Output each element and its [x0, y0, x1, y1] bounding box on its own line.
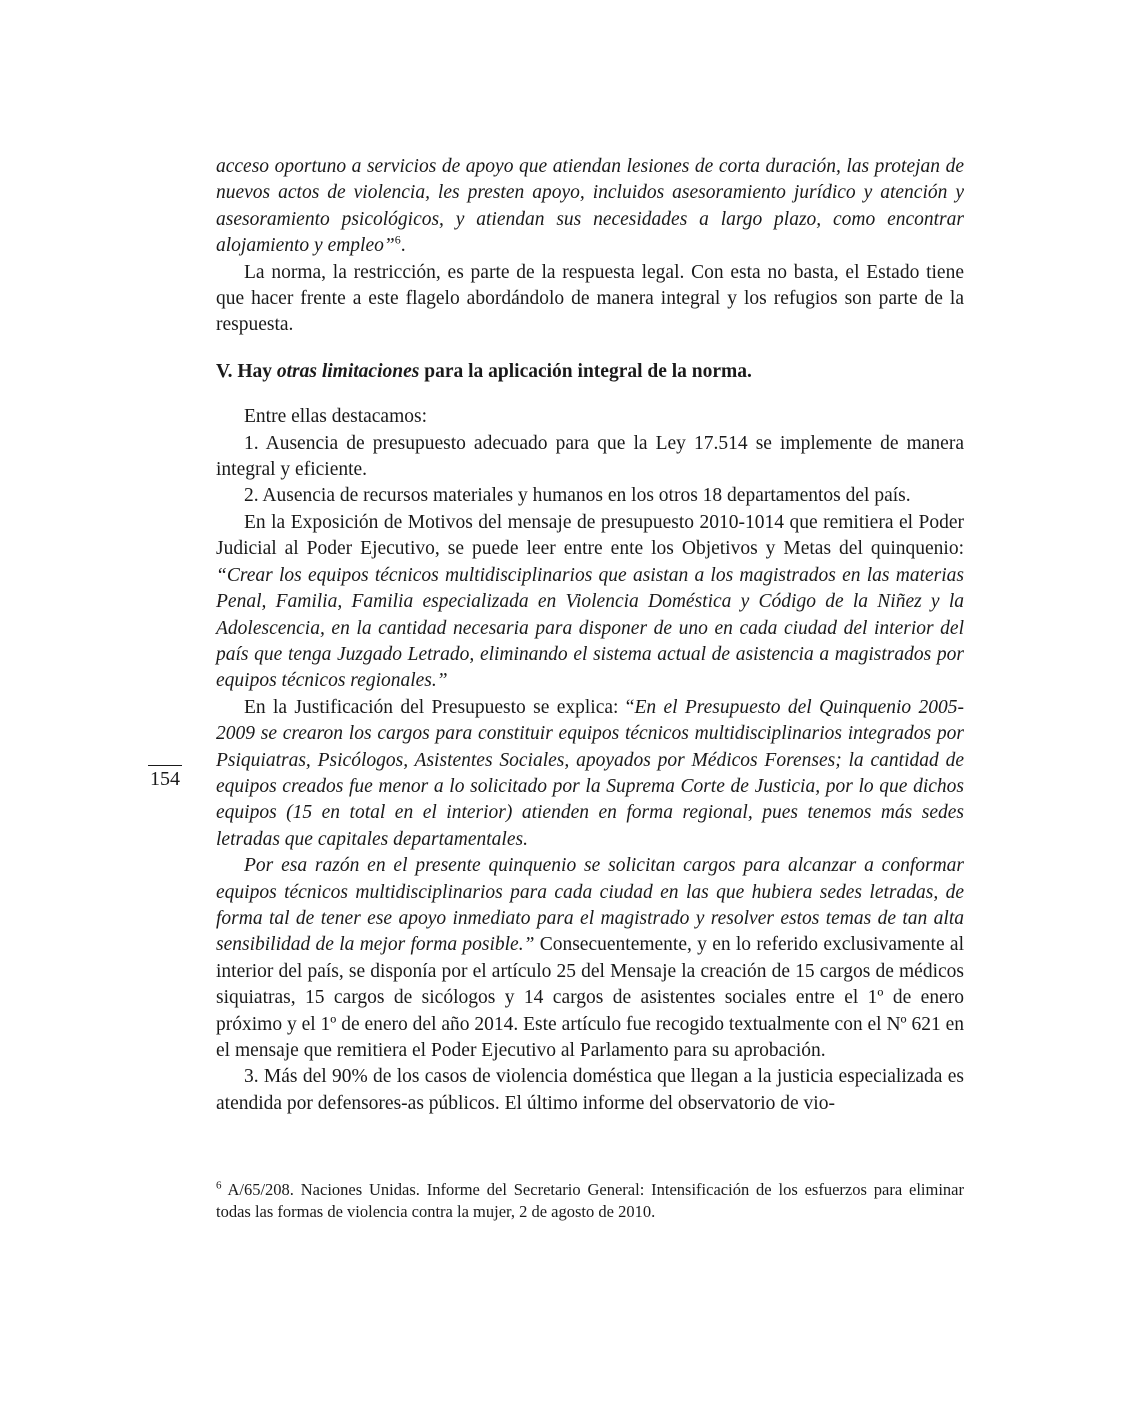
italic-quote: acceso oportuno a servicios de apoyo que atiendan lesiones de corta duración, las protejan de nuevos actos de violencia, les presten apoyo, incluidos asesoramiento jurídico y atención y asesoramiento psicológicos, y atiendan sus necesidades a largo plazo, como encontrar alojamiento y empleo”: [216, 156, 964, 257]
footnote-body: A/65/208. Naciones Unidas. Informe del Secretario General: Intensificación de los esfuerzos para eliminar todas las formas de violencia contra la mujer, 2 de agosto de 2010.: [216, 1180, 964, 1222]
paragraph-item-1: 1. Ausencia de presupuesto adecuado para que la Ley 17.514 se implemente de manera integral y eficiente.: [216, 432, 964, 481]
section-heading: [216, 359, 964, 385]
punctuation: .: [400, 235, 406, 257]
footnote-reference: 6: [394, 232, 401, 247]
paragraph-text: En la Justificación del Presupuesto se explica: “: [244, 696, 635, 718]
paragraph-item-2: 2. Ausencia de recursos materiales y humanos en los otros 18 departamentos del país.: [244, 485, 911, 507]
footnote-text: [216, 1179, 964, 1224]
body-text: [216, 154, 964, 1117]
heading-suffix: para la aplicación integral de la norma.: [419, 360, 752, 382]
paragraph-item-3: 3. Más del 90% de los casos de violencia doméstica que llegan a la justicia especializada es atendida por defensores-as públicos. El último informe del observatorio de vio-: [216, 1066, 964, 1114]
heading-italic: otras limitaciones: [276, 360, 420, 382]
page-number: 154: [148, 765, 182, 791]
paragraph-por-esa-razon: [216, 853, 964, 1064]
paragraph-text: Consecuentemente, y en lo referido exclusivamente al interior del país, se disponía por el artículo 25 del Mensaje la creación de 15 cargos de médicos siquiatras, 15 cargos de sicólogos y 14 cargos de asistentes sociales entre el 1º de enero próximo y el 1º de enero del año 2014. Este artículo fue recogido textualmente con el Nº 621 en el mensaje que remitiera el Poder Ejecutivo al Parlamento para su aprobación.: [216, 934, 964, 1061]
paragraph-entre-ellas: Entre ellas destacamos:: [244, 406, 428, 428]
heading-prefix: V. Hay: [216, 360, 277, 382]
paragraph-exposicion: [216, 510, 964, 695]
paragraph-norma: La norma, la restricción, es parte de la respuesta legal. Con esta no basta, el Estado tiene que hacer frente a este flagelo abordándolo de manera integral y los refugios son parte de la respuesta.: [216, 261, 964, 336]
italic-quote: “Crear los equipos técnicos multidisciplinarios que asistan a los magistrados en las materias Penal, Familia, Familia especializada en Violencia Doméstica y Código de la Niñez y la Adolescencia, en la cantidad necesaria para disponer de uno en cada ciudad del interior del país que tenga Juzgado Letrado, eliminando el sistema actual de asistencia a magistrados por equipos técnicos regionales.”: [216, 564, 964, 692]
footnote-marker: 6: [216, 1179, 222, 1192]
italic-quote: Por esa razón en el presente quinquenio se solicitan cargos para alcanzar a conformar equipos técnicos multidisciplinarios para cada ciudad en las que hubiera sedes letradas, de forma tal de tener ese apoyo inmediato para el magistrado y resolver estos temas de tan alta sensibilidad de la mejor forma posible.”: [216, 855, 964, 956]
paragraph-text: En la Exposición de Motivos del mensaje de presupuesto 2010-1014 que remitiera el Poder Judicial al Poder Ejecutivo, se puede leer entre ente los Objetivos y Metas del quinquenio:: [216, 511, 964, 560]
paragraph-justificacion: [216, 695, 964, 853]
footnote: [216, 1179, 964, 1224]
paragraph-quote-continuation: [216, 154, 964, 260]
italic-quote: En el Presupuesto del Quinquenio 2005-2009 se crearon los cargos para constituir equipos técnicos multidisciplinarios integrados por Psiquiatras, Psicólogos, Asistentes Sociales, apoyados por Médicos Forenses; la cantidad de equipos creados fue menor a lo solicitado por la Suprema Corte de Justicia, por lo que dichos equipos (15 en total en el interior) atienden en forma regional, pues tenemos más sedes letradas que capitales departamentales.: [216, 696, 964, 850]
